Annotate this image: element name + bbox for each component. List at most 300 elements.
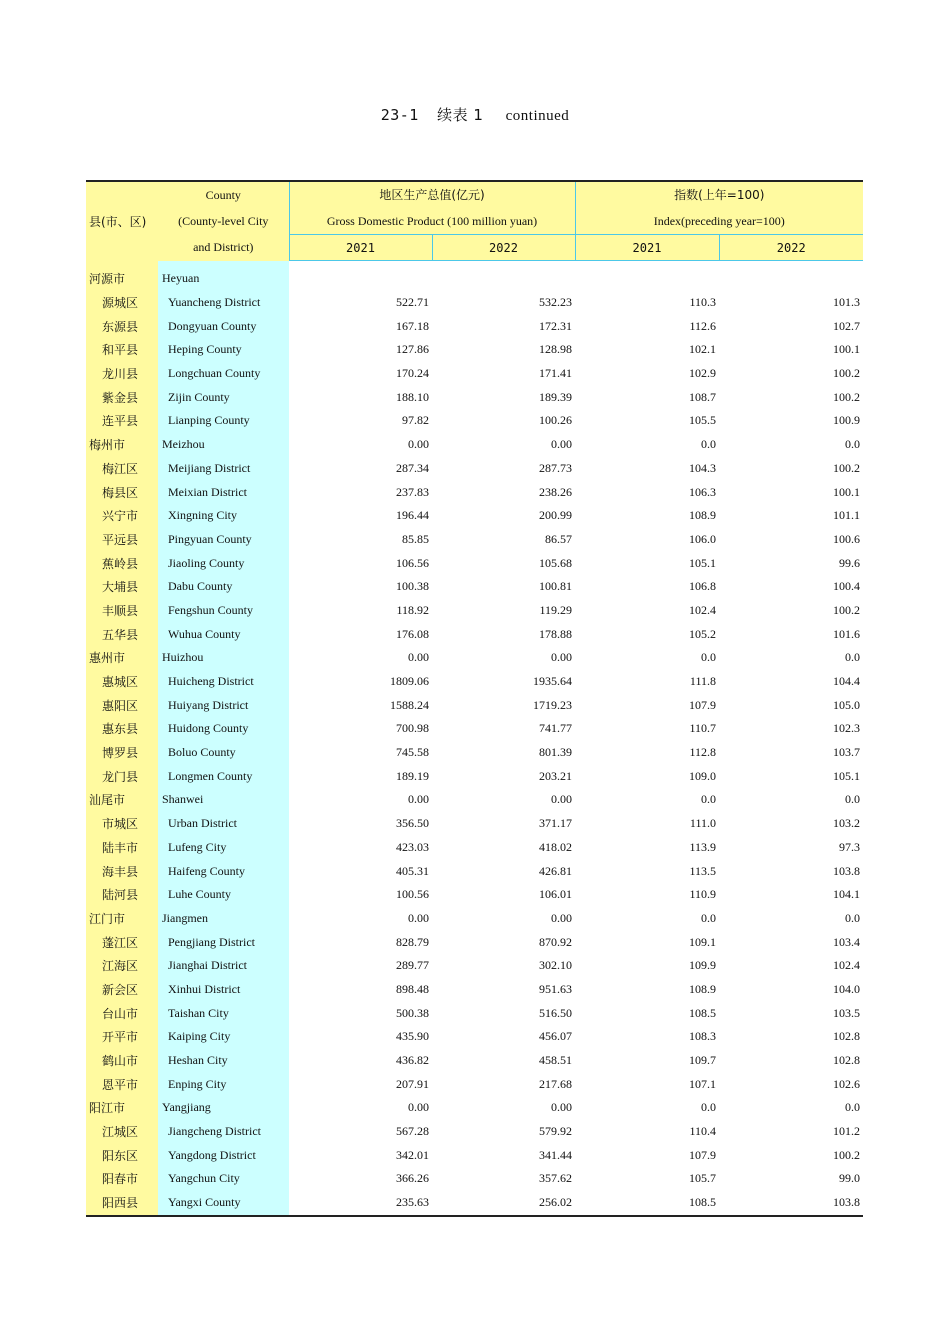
table-row — [86, 409, 863, 433]
region-name-en: Meixian District — [158, 480, 289, 504]
region-name-en: Yangxi County — [158, 1191, 289, 1216]
index-2022: 102.8 — [833, 1029, 861, 1044]
gdp-2022: 302.10 — [539, 958, 572, 973]
index-2022: 103.4 — [833, 934, 861, 949]
gdp-2021: 0.00 — [408, 650, 429, 665]
region-name-cn: 连平县 — [86, 409, 158, 433]
region-name-en: Zijin County — [158, 385, 289, 409]
gdp-2021: 0.00 — [408, 1100, 429, 1115]
region-name-en: Huidong County — [158, 717, 289, 741]
region-name-en: Shanwei — [158, 788, 289, 812]
city-row — [86, 907, 863, 931]
index-2022: 104.4 — [833, 674, 861, 689]
index-2022: 100.9 — [833, 413, 861, 428]
region-name-en: Yangdong District — [158, 1143, 289, 1167]
index-2022: 0.0 — [845, 910, 861, 925]
region-name-en: Urban District — [158, 812, 289, 836]
index-2022: 0.0 — [845, 792, 861, 807]
header-gdp-en: Gross Domestic Product (100 million yuan) — [326, 214, 538, 228]
region-name-en: Jianghai District — [158, 954, 289, 978]
gdp-2022: 801.39 — [539, 745, 572, 760]
gdp-2021: 207.91 — [396, 1076, 429, 1091]
table-row — [86, 1167, 863, 1191]
header-gdp-cn: 地区生产总值(亿元) — [379, 188, 485, 202]
gdp-2022: 287.73 — [539, 460, 572, 475]
table-row — [86, 551, 863, 575]
table-row — [86, 1001, 863, 1025]
region-name-en: Pingyuan County — [158, 528, 289, 552]
header-index-cn: 指数(上年=100) — [674, 188, 765, 202]
table-row — [86, 836, 863, 860]
region-name-cn: 河源市 — [86, 267, 158, 291]
gdp-2021: 1588.24 — [390, 697, 429, 712]
region-name-en: Huizhou — [158, 646, 289, 670]
header-county-en-line3: and District) — [193, 240, 254, 255]
region-name-cn: 市城区 — [86, 812, 158, 836]
gdp-2022: 100.26 — [539, 413, 572, 428]
index-2022: 103.7 — [833, 745, 861, 760]
table-row — [86, 622, 863, 646]
gdp-2021: 188.10 — [396, 389, 429, 404]
gdp-2022: 0.00 — [551, 437, 572, 452]
index-2022: 0.0 — [845, 1100, 861, 1115]
index-2022: 100.2 — [833, 460, 861, 475]
gdp-2021: 100.38 — [396, 579, 429, 594]
index-2021: 105.5 — [689, 413, 716, 428]
index-2022: 0.0 — [845, 437, 861, 452]
gdp-2021: 118.92 — [396, 602, 429, 617]
region-name-cn: 东源县 — [86, 314, 158, 338]
gdp-2021: 342.01 — [396, 1147, 429, 1162]
gdp-2021: 97.82 — [402, 413, 429, 428]
gdp-2021: 127.86 — [396, 342, 429, 357]
region-name-cn: 惠东县 — [86, 717, 158, 741]
index-2021: 108.9 — [689, 508, 716, 523]
gdp-2022: 256.02 — [432, 1191, 575, 1216]
region-name-en: Longmen County — [158, 764, 289, 788]
header-gdp — [289, 181, 575, 235]
gdp-2022: 0.00 — [551, 910, 572, 925]
region-name-cn: 阳东区 — [86, 1143, 158, 1167]
table-row — [86, 741, 863, 765]
gdp-2022: 178.88 — [539, 626, 572, 641]
table-row — [86, 291, 863, 315]
table-row — [86, 575, 863, 599]
table-row — [86, 385, 863, 409]
gdp-2022: 203.21 — [539, 768, 572, 783]
index-2022: 99.0 — [839, 1171, 861, 1186]
gdp-2022: 172.31 — [539, 318, 572, 333]
region-name-en: Xinhui District — [158, 978, 289, 1002]
gdp-2021: 700.98 — [396, 721, 429, 736]
region-name-en: Lufeng City — [158, 836, 289, 860]
region-name-en: Jiangmen — [158, 907, 289, 931]
region-name-cn: 紫金县 — [86, 385, 158, 409]
gdp-2021: 106.56 — [396, 555, 429, 570]
table-row — [86, 1025, 863, 1049]
gdp-2021: 196.44 — [396, 508, 429, 523]
table-row — [86, 599, 863, 623]
index-2021: 0.0 — [701, 792, 716, 807]
gdp-2021: 189.19 — [396, 768, 429, 783]
table-row — [86, 930, 863, 954]
index-2022: 103.8 — [719, 1191, 863, 1216]
gdp-2022: 86.57 — [545, 531, 572, 546]
index-2022: 103.5 — [833, 1005, 861, 1020]
index-2021: 102.4 — [689, 602, 716, 617]
index-2022 — [719, 267, 863, 291]
table-row — [86, 362, 863, 386]
index-2022: 0.0 — [845, 650, 861, 665]
gdp-2022: 238.26 — [539, 484, 572, 499]
index-2022: 101.6 — [833, 626, 861, 641]
table-row — [86, 954, 863, 978]
header-county-en-line1: County — [205, 188, 241, 203]
gdp-2022: 341.44 — [539, 1147, 572, 1162]
title-continued-en: continued — [505, 108, 570, 124]
gdp-2021: 0.00 — [408, 437, 429, 452]
region-name-cn: 阳西县 — [86, 1191, 158, 1216]
gdp-2021: 500.38 — [396, 1005, 429, 1020]
gdp-2021: 0.00 — [408, 792, 429, 807]
region-name-cn: 兴宁市 — [86, 504, 158, 528]
header-county-cn: 县(市、区) — [86, 181, 158, 261]
index-2022: 99.6 — [839, 555, 861, 570]
index-2021: 106.0 — [689, 531, 716, 546]
region-name-en: Boluo County — [158, 741, 289, 765]
region-name-cn: 恩平市 — [86, 1072, 158, 1096]
region-name-cn: 惠城区 — [86, 670, 158, 694]
index-2021: 113.5 — [689, 863, 716, 878]
index-2022: 100.2 — [833, 389, 861, 404]
region-name-en: Meizhou — [158, 433, 289, 457]
gdp-2022 — [432, 267, 575, 291]
region-name-cn: 丰顺县 — [86, 599, 158, 623]
index-2022: 102.6 — [833, 1076, 861, 1091]
header-index-en: Index(preceding year=100) — [653, 214, 785, 228]
region-name-cn: 新会区 — [86, 978, 158, 1002]
gdp-2022: 128.98 — [539, 342, 572, 357]
region-name-en: Taishan City — [158, 1001, 289, 1025]
index-2021: 110.3 — [689, 295, 716, 310]
table-row — [86, 480, 863, 504]
city-row — [86, 433, 863, 457]
gdp-2021: 287.34 — [396, 460, 429, 475]
region-name-cn: 惠州市 — [86, 646, 158, 670]
region-name-en: Pengjiang District — [158, 930, 289, 954]
region-name-en: Meijiang District — [158, 457, 289, 481]
city-row — [86, 267, 863, 291]
header-county-en — [158, 181, 289, 261]
index-2022: 105.0 — [833, 697, 861, 712]
index-2021: 110.9 — [689, 887, 716, 902]
gdp-2022: 951.63 — [539, 981, 572, 996]
gdp-2022: 357.62 — [539, 1171, 572, 1186]
index-2022: 100.1 — [833, 342, 861, 357]
index-2021: 113.9 — [689, 839, 716, 854]
region-name-cn: 源城区 — [86, 291, 158, 315]
index-2021: 108.5 — [575, 1191, 719, 1216]
region-name-cn: 陆河县 — [86, 883, 158, 907]
gdp-2022: 0.00 — [551, 650, 572, 665]
index-2021: 109.0 — [689, 768, 716, 783]
gdp-2021: 435.90 — [396, 1029, 429, 1044]
index-2021: 105.2 — [689, 626, 716, 641]
gdp-2022: 371.17 — [539, 816, 572, 831]
index-2021: 108.9 — [689, 981, 716, 996]
index-2021 — [575, 267, 719, 291]
header-index — [575, 181, 863, 235]
index-2021: 107.1 — [689, 1076, 716, 1091]
region-name-en: Longchuan County — [158, 362, 289, 386]
index-2022: 101.2 — [833, 1124, 861, 1139]
index-2022: 101.1 — [833, 508, 861, 523]
region-name-cn: 龙门县 — [86, 764, 158, 788]
gdp-2021: 436.82 — [396, 1053, 429, 1068]
gdp-2022: 0.00 — [551, 1100, 572, 1115]
gdp-2022: 200.99 — [539, 508, 572, 523]
region-name-en: Kaiping City — [158, 1025, 289, 1049]
header-year-index-2021: 2021 — [575, 235, 719, 261]
index-2021: 109.9 — [689, 958, 716, 973]
index-2022: 105.1 — [833, 768, 861, 783]
index-2022: 100.2 — [833, 366, 861, 381]
index-2022: 100.6 — [833, 531, 861, 546]
region-name-cn: 台山市 — [86, 1001, 158, 1025]
region-name-en: Dongyuan County — [158, 314, 289, 338]
gdp-2022: 171.41 — [539, 366, 572, 381]
index-2021: 0.0 — [701, 910, 716, 925]
table-row — [86, 314, 863, 338]
table-row — [86, 1120, 863, 1144]
table-row — [86, 883, 863, 907]
gdp-2022: 0.00 — [551, 792, 572, 807]
table-row — [86, 764, 863, 788]
region-name-en: Enping City — [158, 1072, 289, 1096]
gdp-2021: 898.48 — [396, 981, 429, 996]
gdp-2021: 167.18 — [396, 318, 429, 333]
gdp-2022: 870.92 — [539, 934, 572, 949]
region-name-en: Xingning City — [158, 504, 289, 528]
gdp-2022: 105.68 — [539, 555, 572, 570]
gdp-2021: 0.00 — [408, 910, 429, 925]
region-name-cn: 和平县 — [86, 338, 158, 362]
gdp-2021: 522.71 — [396, 295, 429, 310]
index-2022: 102.3 — [833, 721, 861, 736]
index-2022: 97.3 — [839, 839, 861, 854]
region-name-en: Dabu County — [158, 575, 289, 599]
table-row — [86, 1072, 863, 1096]
gdp-2022: 458.51 — [539, 1053, 572, 1068]
index-2022: 104.0 — [833, 981, 861, 996]
header-year-gdp-2022: 2022 — [432, 235, 575, 261]
gdp-2022: 106.01 — [539, 887, 572, 902]
gdp-2021: 85.85 — [402, 531, 429, 546]
header-county-en-line2: (County-level City — [178, 214, 269, 229]
region-name-en: Lianping County — [158, 409, 289, 433]
table-row — [86, 978, 863, 1002]
index-2021: 0.0 — [701, 650, 716, 665]
region-name-en: Wuhua County — [158, 622, 289, 646]
table-row — [86, 457, 863, 481]
region-name-en: Huiyang District — [158, 693, 289, 717]
table-row — [86, 1191, 863, 1216]
index-2022: 100.2 — [833, 1147, 861, 1162]
gdp-2021: 176.08 — [396, 626, 429, 641]
gdp-2022: 1719.23 — [533, 697, 572, 712]
index-2022: 100.1 — [833, 484, 861, 499]
region-name-en: Yangchun City — [158, 1167, 289, 1191]
index-2021: 110.4 — [689, 1124, 716, 1139]
index-2022: 104.1 — [833, 887, 861, 902]
gdp-2021: 567.28 — [396, 1124, 429, 1139]
region-name-en: Heping County — [158, 338, 289, 362]
region-name-cn: 阳江市 — [86, 1096, 158, 1120]
gdp-2022: 217.68 — [539, 1076, 572, 1091]
region-name-cn: 开平市 — [86, 1025, 158, 1049]
index-2021: 111.8 — [689, 674, 716, 689]
gdp-2022: 516.50 — [539, 1005, 572, 1020]
city-row — [86, 1096, 863, 1120]
index-2021: 104.3 — [689, 460, 716, 475]
region-name-en: Haifeng County — [158, 859, 289, 883]
index-2021: 111.0 — [689, 816, 716, 831]
index-2021: 110.7 — [689, 721, 716, 736]
gdp-table — [86, 180, 863, 1217]
index-2021: 0.0 — [701, 437, 716, 452]
gdp-2022: 189.39 — [539, 389, 572, 404]
gdp-2022: 1935.64 — [533, 674, 572, 689]
index-2021: 102.9 — [689, 366, 716, 381]
index-2021: 112.8 — [689, 745, 716, 760]
table-row — [86, 812, 863, 836]
gdp-2021: 237.83 — [396, 484, 429, 499]
region-name-en: Jiangcheng District — [158, 1120, 289, 1144]
gdp-2021: 100.56 — [396, 887, 429, 902]
index-2022: 102.4 — [833, 958, 861, 973]
gdp-2022: 426.81 — [539, 863, 572, 878]
region-name-cn: 陆丰市 — [86, 836, 158, 860]
table-row — [86, 1143, 863, 1167]
gdp-2021: 235.63 — [289, 1191, 432, 1216]
gdp-2022: 119.29 — [539, 602, 572, 617]
region-name-cn: 五华县 — [86, 622, 158, 646]
index-2022: 102.7 — [833, 318, 861, 333]
gdp-2021: 423.03 — [396, 839, 429, 854]
index-2021: 102.1 — [689, 342, 716, 357]
index-2022: 100.2 — [833, 602, 861, 617]
index-2021: 112.6 — [689, 318, 716, 333]
gdp-2021: 745.58 — [396, 745, 429, 760]
header-year-index-2022: 2022 — [719, 235, 863, 261]
region-name-cn: 蓬江区 — [86, 930, 158, 954]
index-2022: 103.2 — [833, 816, 861, 831]
index-2021: 105.1 — [689, 555, 716, 570]
gdp-2022: 100.81 — [539, 579, 572, 594]
index-2022: 102.8 — [833, 1053, 861, 1068]
region-name-cn: 梅州市 — [86, 433, 158, 457]
region-name-en: Yuancheng District — [158, 291, 289, 315]
table-number: 23-1 — [380, 106, 419, 124]
table-row — [86, 670, 863, 694]
region-name-cn: 海丰县 — [86, 859, 158, 883]
table-row — [86, 528, 863, 552]
index-2022: 100.4 — [833, 579, 861, 594]
region-name-en: Fengshun County — [158, 599, 289, 623]
table-row — [86, 338, 863, 362]
region-name-en: Luhe County — [158, 883, 289, 907]
index-2021: 108.5 — [689, 1005, 716, 1020]
city-row — [86, 646, 863, 670]
region-name-cn: 博罗县 — [86, 741, 158, 765]
region-name-cn: 梅县区 — [86, 480, 158, 504]
region-name-cn: 平远县 — [86, 528, 158, 552]
title-continued-cn: 续表 1 — [437, 106, 484, 124]
region-name-cn: 江门市 — [86, 907, 158, 931]
region-name-cn: 汕尾市 — [86, 788, 158, 812]
region-name-en: Heyuan — [158, 267, 289, 291]
region-name-en: Yangjiang — [158, 1096, 289, 1120]
gdp-2021: 828.79 — [396, 934, 429, 949]
index-2021: 106.3 — [689, 484, 716, 499]
index-2021: 108.7 — [689, 389, 716, 404]
index-2021: 105.7 — [689, 1171, 716, 1186]
gdp-2022: 456.07 — [539, 1029, 572, 1044]
region-name-cn: 江海区 — [86, 954, 158, 978]
gdp-2021: 356.50 — [396, 816, 429, 831]
region-name-cn: 江城区 — [86, 1120, 158, 1144]
page-title — [0, 104, 950, 125]
table-row — [86, 693, 863, 717]
table-row — [86, 1049, 863, 1073]
table-row — [86, 504, 863, 528]
region-name-cn: 蕉岭县 — [86, 551, 158, 575]
region-name-cn: 阳春市 — [86, 1167, 158, 1191]
index-2021: 108.3 — [689, 1029, 716, 1044]
city-row — [86, 788, 863, 812]
region-name-cn: 龙川县 — [86, 362, 158, 386]
index-2021: 109.7 — [689, 1053, 716, 1068]
gdp-2021: 366.26 — [396, 1171, 429, 1186]
gdp-2022: 741.77 — [539, 721, 572, 736]
index-2021: 0.0 — [701, 1100, 716, 1115]
gdp-2021 — [289, 267, 432, 291]
index-2021: 107.9 — [689, 697, 716, 712]
index-2021: 109.1 — [689, 934, 716, 949]
index-2021: 106.8 — [689, 579, 716, 594]
gdp-2022: 418.02 — [539, 839, 572, 854]
gdp-2021: 405.31 — [396, 863, 429, 878]
region-name-en: Heshan City — [158, 1049, 289, 1073]
region-name-en: Huicheng District — [158, 670, 289, 694]
gdp-2021: 170.24 — [396, 366, 429, 381]
index-2021: 107.9 — [689, 1147, 716, 1162]
region-name-cn: 鹤山市 — [86, 1049, 158, 1073]
gdp-2021: 289.77 — [396, 958, 429, 973]
region-name-cn: 大埔县 — [86, 575, 158, 599]
table-body — [86, 261, 863, 1216]
region-name-cn: 惠阳区 — [86, 693, 158, 717]
table-row — [86, 859, 863, 883]
region-name-cn: 梅江区 — [86, 457, 158, 481]
table-row — [86, 717, 863, 741]
header-year-gdp-2021: 2021 — [289, 235, 432, 261]
gdp-2022: 579.92 — [539, 1124, 572, 1139]
index-2022: 103.8 — [833, 863, 861, 878]
gdp-2022: 532.23 — [539, 295, 572, 310]
gdp-2021: 1809.06 — [390, 674, 429, 689]
index-2022: 101.3 — [833, 295, 861, 310]
